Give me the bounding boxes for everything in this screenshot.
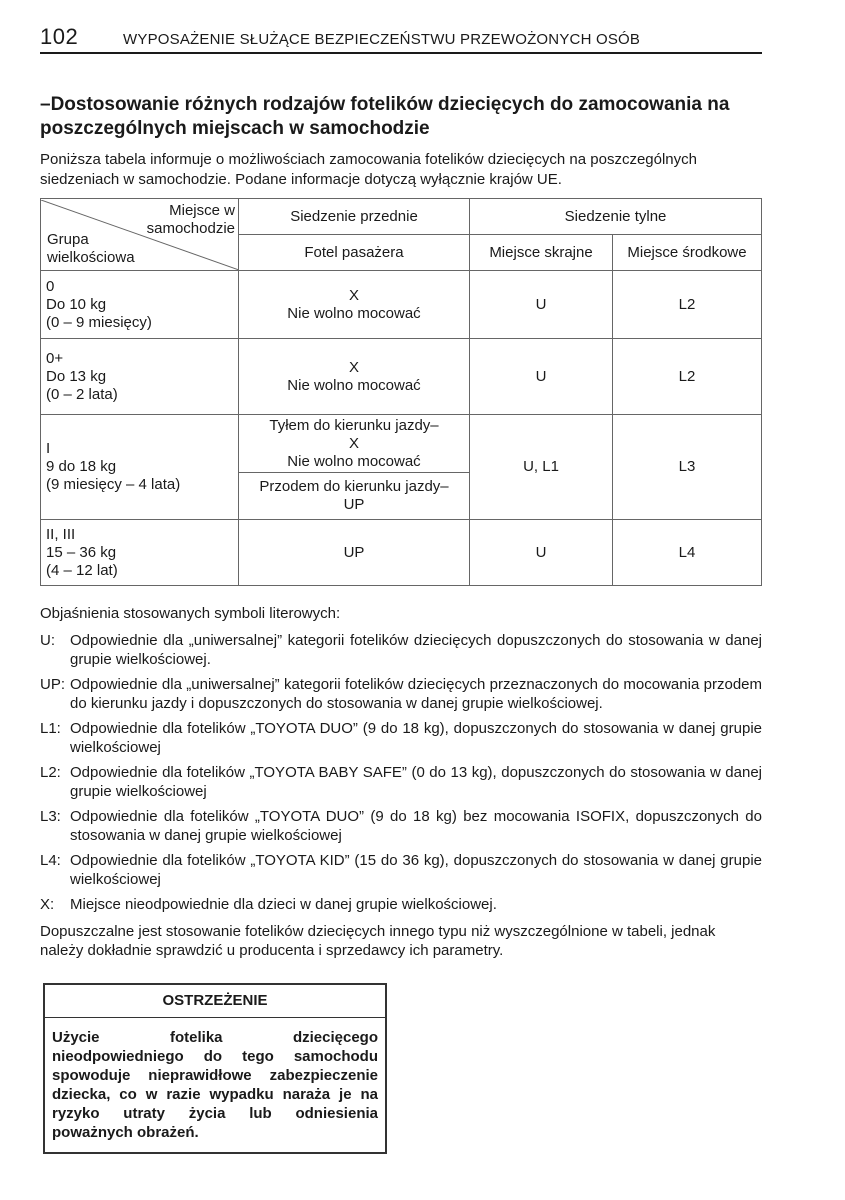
warning-box	[43, 983, 387, 1154]
group-name: II, III	[46, 525, 76, 543]
outer-value: U	[470, 271, 613, 339]
front-symbol: X	[348, 286, 359, 304]
legend-item	[40, 631, 762, 669]
forward-facing-symbol: UP	[343, 496, 365, 513]
table-row	[41, 339, 762, 415]
table-corner-cell	[41, 199, 239, 271]
child-seat-table	[40, 198, 762, 586]
outer-value: U	[470, 520, 613, 586]
legend-code: UP:	[40, 676, 66, 693]
group-weight: 15 – 36 kg	[46, 543, 117, 561]
legend-title: Objaśnienia stosowanych symboli literowych:	[40, 605, 341, 622]
outer-value: U	[470, 339, 613, 415]
passenger-seat-header: Fotel pasażera	[239, 235, 470, 271]
group-weight: Do 13 kg	[46, 367, 107, 385]
corner-seat-label: Miejsce w samochodzie	[146, 201, 235, 237]
legend-text: Odpowiednie dla fotelików „TOYOTA DUO” (9 do 18 kg), dopuszczonych do stosowania w danej grupie wielkościowej	[70, 720, 762, 756]
outer-seat-header: Miejsce skrajne	[470, 235, 613, 271]
legend-text: Odpowiednie dla fotelików „TOYOTA DUO” (9 do 18 kg) bez mocowania ISOFIX, dopuszczonych do stosowania w danej grupie wielkościowej	[70, 808, 762, 844]
legend-text: Odpowiednie dla fotelików „TOYOTA KID” (15 do 36 kg), dopuszczonych do stosowania w danej grupie wielkościowej	[70, 852, 762, 888]
page-header	[40, 24, 762, 54]
legend-code: X:	[40, 896, 55, 913]
group-age: (0 – 9 miesięcy)	[46, 313, 152, 331]
group-age: (9 miesięcy – 4 lata)	[46, 476, 181, 493]
warning-text: Użycie fotelika dziecięcego nieodpowiedniego do tego samochodu spowoduje nieprawidłowe zabezpieczenie dziecka, co w razie wypadku naraża je na ryzyko utraty życia lub odniesienia poważnych obrażeń.	[52, 1029, 378, 1141]
legend-text: Odpowiednie dla „uniwersalnej” kategorii fotelików dziecięcych przeznaczonych do mocowania przodem do kierunku jazdy i dopuszczonych do stosowania w danej grupie wielkościowej.	[70, 676, 762, 712]
group-age: (0 – 2 lata)	[46, 385, 118, 403]
outer-value: U, L1	[470, 415, 613, 520]
legend-code: L4:	[40, 852, 61, 869]
legend-item	[40, 763, 762, 801]
middle-value: L2	[613, 339, 762, 415]
rear-seat-header: Siedzenie tylne	[470, 199, 762, 235]
group-weight: 9 do 18 kg	[46, 458, 117, 475]
front-symbol: X	[348, 358, 359, 376]
legend-item	[40, 719, 762, 757]
group-name: 0	[46, 277, 55, 295]
middle-value: L2	[613, 271, 762, 339]
legend-item	[40, 851, 762, 889]
chapter-title: WYPOSAŻENIE SŁUŻĄCE BEZPIECZEŃSTWU PRZEWOŻONYCH OSÓB	[123, 31, 641, 48]
table-row	[41, 271, 762, 339]
forward-facing-label: Przodem do kierunku jazdy–	[259, 478, 449, 495]
table-row	[41, 415, 762, 473]
legend-code: U:	[40, 632, 55, 649]
section-title: –Dostosowanie różnych rodzajów fotelików dziecięcych do zamocowania na poszczególnych miejscach w samochodzie	[40, 94, 730, 139]
legend-text: Odpowiednie dla fotelików „TOYOTA BABY SAFE” (0 do 13 kg), dopuszczonych do stosowania w danej grupie wielkościowej	[70, 764, 762, 800]
legend-item	[40, 807, 762, 845]
warning-title: OSTRZEŻENIE	[45, 985, 385, 1018]
legend-code: L1:	[40, 720, 61, 737]
group-name: I	[46, 440, 51, 457]
legend-text: Miejsce nieodpowiednie dla dzieci w danej grupie wielkościowej.	[70, 896, 497, 913]
rear-facing-note: Nie wolno mocować	[287, 452, 421, 470]
front-note: Nie wolno mocować	[287, 376, 421, 394]
group-weight: Do 10 kg	[46, 295, 107, 313]
front-value: UP	[239, 520, 470, 586]
section-intro: Poniższa tabela informuje o możliwościach zamocowania fotelików dziecięcych na poszczególnych siedzeniach w samochodzie. Podane informacje dotyczą wyłącznie krajów UE.	[40, 151, 697, 188]
rear-facing-label: Tyłem do kierunku jazdy–	[269, 416, 439, 434]
front-note: Nie wolno mocować	[287, 304, 421, 322]
legend-outro: Dopuszczalne jest stosowanie fotelików dziecięcych innego typu niż wyszczególnione w tabeli, jednak należy dokładnie sprawdzić u producenta i sprzedawcy ich parametry.	[40, 923, 716, 959]
legend-code: L3:	[40, 808, 61, 825]
rear-facing-symbol: X	[348, 434, 359, 452]
legend-text: Odpowiednie dla „uniwersalnej” kategorii fotelików dziecięcych dopuszczonych do stosowania w danej grupie wielkościowej.	[70, 632, 762, 668]
middle-value: L4	[613, 520, 762, 586]
symbol-legend	[40, 604, 762, 960]
corner-group-label: Grupa wielkościowa	[47, 230, 135, 266]
group-name: 0+	[46, 349, 64, 367]
middle-seat-header: Miejsce środkowe	[613, 235, 762, 271]
page-number: 102	[40, 24, 79, 49]
group-age: (4 – 12 lat)	[46, 561, 118, 579]
front-seat-header: Siedzenie przednie	[239, 199, 470, 235]
legend-item	[40, 675, 762, 713]
middle-value: L3	[613, 415, 762, 520]
legend-code: L2:	[40, 764, 61, 781]
legend-item	[40, 895, 762, 914]
table-row	[41, 520, 762, 586]
